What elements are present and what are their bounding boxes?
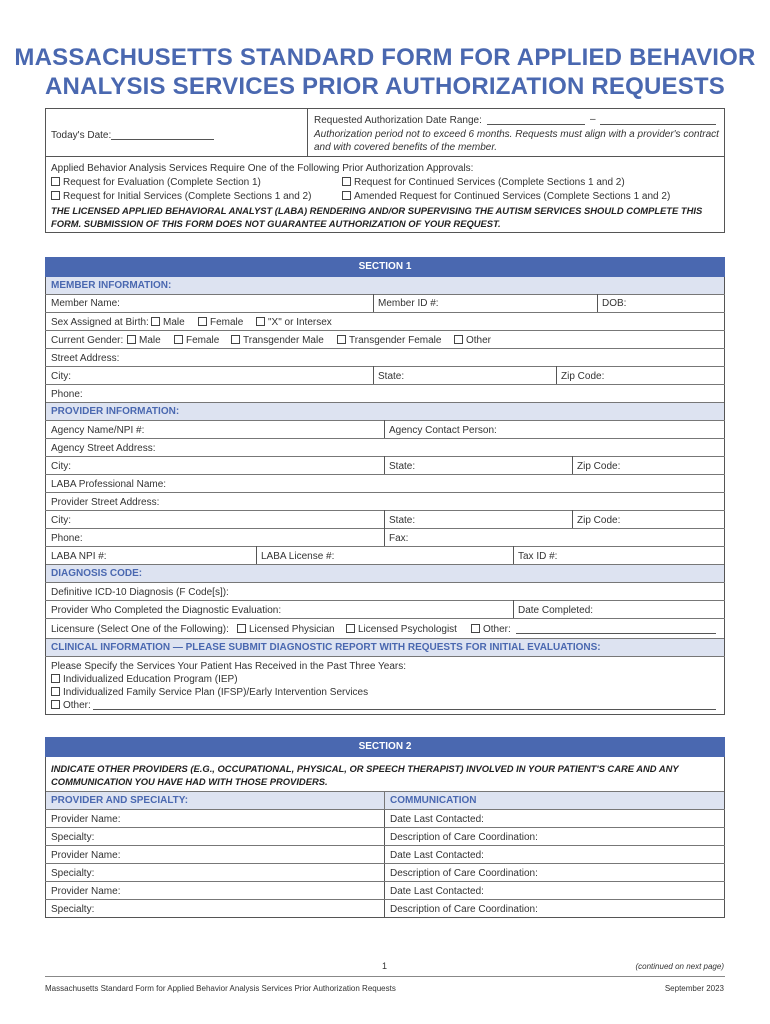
- checkbox-evaluation[interactable]: [51, 177, 60, 186]
- date-range-start-field[interactable]: [487, 124, 585, 125]
- licensure-other-field[interactable]: [516, 633, 716, 634]
- col-communication: COMMUNICATION: [384, 791, 724, 810]
- street-address-label: Street Address:: [51, 353, 120, 364]
- form-title-line1: MASSACHUSETTS STANDARD FORM FOR APPLIED BEHAVIOR: [14, 44, 756, 71]
- provider-fax-label: Fax:: [389, 533, 409, 544]
- checkbox-licensure-other[interactable]: [471, 624, 480, 633]
- member-name-label: Member Name:: [51, 298, 120, 309]
- date-range-note-2: and with covered benefits of the member.: [314, 142, 498, 153]
- checkbox-initial[interactable]: [51, 191, 60, 200]
- col-provider-specialty: PROVIDER AND SPECIALTY:: [46, 791, 384, 810]
- ifsp-option[interactable]: Individualized Family Service Plan (IFSP)/Early Intervention Services: [51, 686, 368, 699]
- checkbox-sex-male[interactable]: [151, 317, 160, 326]
- checkbox-gender-male[interactable]: [127, 335, 136, 344]
- provider-name-label-1: Provider Name:: [51, 814, 121, 825]
- section2-instructions-2: COMMUNICATION YOU HAVE HAD WITH THOSE PROVIDERS.: [51, 776, 328, 787]
- provider-street-label: Provider Street Address:: [51, 497, 160, 508]
- icd-label: Definitive ICD-10 Diagnosis (F Code[s]):: [51, 587, 229, 598]
- checkbox-ifsp[interactable]: [51, 687, 60, 696]
- checkbox-licensed-physician[interactable]: [237, 624, 246, 633]
- date-last-contacted-label-2: Date Last Contacted:: [390, 850, 484, 861]
- member-state-label: State:: [378, 371, 405, 382]
- checkbox-continued[interactable]: [342, 177, 351, 186]
- page-number: 1: [382, 961, 388, 971]
- provider-name-label-3: Provider Name:: [51, 886, 121, 897]
- agency-street-label: Agency Street Address:: [51, 443, 156, 454]
- date-last-contacted-label-3: Date Last Contacted:: [390, 886, 484, 897]
- laba-license-label: LABA License #:: [261, 551, 335, 562]
- approvals-intro: Applied Behavior Analysis Services Require One of the Following Prior Authorization Approvals:: [51, 163, 474, 174]
- diagnostic-provider-label: Provider Who Completed the Diagnostic Evaluation:: [51, 605, 282, 616]
- clinical-prompt: Please Specify the Services Your Patient Has Received in the Past Three Years:: [51, 661, 407, 672]
- diagnosis-heading: DIAGNOSIS CODE:: [46, 564, 724, 583]
- licensed-psychologist-option[interactable]: Licensed Psychologist: [346, 623, 457, 636]
- gender-female-option[interactable]: Female: [174, 334, 219, 347]
- provider-row-1: [45, 809, 725, 827]
- member-id-label: Member ID #:: [378, 298, 439, 309]
- licensure-other-option[interactable]: Other:: [471, 623, 511, 636]
- checkbox-licensed-psychologist[interactable]: [346, 624, 355, 633]
- sex-female-option[interactable]: Female: [198, 316, 243, 329]
- provider-city-label: City:: [51, 515, 71, 526]
- todays-date-field[interactable]: [111, 139, 214, 140]
- section2-title: SECTION 2: [45, 737, 725, 757]
- member-city-label: City:: [51, 371, 71, 382]
- clinical-other-field[interactable]: [93, 709, 716, 710]
- checkbox-clinical-other[interactable]: [51, 700, 60, 709]
- member-phone-label: Phone:: [51, 389, 83, 400]
- member-zip-label: Zip Code:: [561, 371, 605, 382]
- agency-contact-label: Agency Contact Person:: [389, 425, 497, 436]
- provider-zip-label: Zip Code:: [577, 515, 621, 526]
- tax-id-label: Tax ID #:: [518, 551, 558, 562]
- date-range-label: Requested Authorization Date Range:: [314, 115, 482, 126]
- notice-line-1: THE LICENSED APPLIED BEHAVIORAL ANALYST (LABA) RENDERING AND/OR SUPERVISING THE AUTISM SERVICES SHOULD COMPLETE THIS: [51, 205, 703, 216]
- checkbox-sex-x[interactable]: [256, 317, 265, 326]
- checkbox-iep[interactable]: [51, 674, 60, 683]
- date-completed-label: Date Completed:: [518, 605, 594, 616]
- option-initial[interactable]: Request for Initial Services (Complete Sections 1 and 2): [51, 190, 311, 203]
- provider-row-3: [45, 881, 725, 899]
- agency-zip-label: Zip Code:: [577, 461, 621, 472]
- care-coordination-label-3: Description of Care Coordination:: [390, 904, 538, 915]
- footer-form-name: Massachusetts Standard Form for Applied Behavior Analysis Services Prior Authorization Requests: [45, 984, 396, 993]
- date-range-dash: –: [590, 114, 596, 125]
- notice-line-2: FORM. SUBMISSION OF THIS FORM DOES NOT GUARANTEE AUTHORIZATION OF YOUR REQUEST.: [51, 218, 501, 229]
- form-title-line2: ANALYSIS SERVICES PRIOR AUTHORIZATION REQUESTS: [45, 73, 725, 100]
- dob-label: DOB:: [602, 298, 627, 309]
- date-last-contacted-label-1: Date Last Contacted:: [390, 814, 484, 825]
- specialty-label-3: Specialty:: [51, 904, 95, 915]
- laba-name-label: LABA Professional Name:: [51, 479, 167, 490]
- iep-option[interactable]: Individualized Education Program (IEP): [51, 673, 238, 686]
- continued-note: (continued on next page): [635, 962, 724, 971]
- provider-phone-label: Phone:: [51, 533, 83, 544]
- clinical-other-option[interactable]: Other:: [51, 699, 91, 712]
- checkbox-gender-tfemale[interactable]: [337, 335, 346, 344]
- licensure-label: Licensure (Select One of the Following):: [51, 624, 229, 635]
- licensed-physician-option[interactable]: Licensed Physician: [237, 623, 335, 636]
- agency-npi-label: Agency Name/NPI #:: [51, 425, 145, 436]
- checkbox-gender-female[interactable]: [174, 335, 183, 344]
- sex-male-option[interactable]: Male: [151, 316, 185, 329]
- section2-instructions-1: INDICATE OTHER PROVIDERS (E.G., OCCUPATIONAL, PHYSICAL, OR SPEECH THERAPIST) INVOLVED IN YOUR PATIENT'S CARE AND ANY: [51, 763, 679, 774]
- gender-tfemale-option[interactable]: Transgender Female: [337, 334, 441, 347]
- current-gender-label: Current Gender:: [51, 335, 124, 346]
- provider-row-2: [45, 845, 725, 863]
- care-coordination-label-1: Description of Care Coordination:: [390, 832, 538, 843]
- gender-other-option[interactable]: Other: [454, 334, 491, 347]
- date-range-note-1: Authorization period not to exceed 6 months. Requests must align with a provider's contract: [314, 129, 719, 140]
- footer-date: September 2023: [664, 984, 724, 993]
- agency-state-label: State:: [389, 461, 416, 472]
- option-amended[interactable]: Amended Request for Continued Services (Complete Sections 1 and 2): [342, 190, 670, 203]
- footer-divider: [45, 976, 725, 977]
- sex-assigned-label: Sex Assigned at Birth:: [51, 317, 149, 328]
- checkbox-amended[interactable]: [342, 191, 351, 200]
- checkbox-gender-tmale[interactable]: [231, 335, 240, 344]
- gender-tmale-option[interactable]: Transgender Male: [231, 334, 324, 347]
- laba-npi-label: LABA NPI #:: [51, 551, 107, 562]
- member-info-heading: MEMBER INFORMATION:: [46, 277, 724, 295]
- checkbox-gender-other[interactable]: [454, 335, 463, 344]
- gender-male-option[interactable]: Male: [127, 334, 161, 347]
- date-range-end-field[interactable]: [600, 124, 716, 125]
- agency-city-label: City:: [51, 461, 71, 472]
- section1-title: SECTION 1: [45, 257, 725, 277]
- clinical-info-heading: CLINICAL INFORMATION — PLEASE SUBMIT DIAGNOSTIC REPORT WITH REQUESTS FOR INITIAL EVALUATIONS:: [46, 638, 724, 657]
- provider-info-heading: PROVIDER INFORMATION:: [46, 402, 724, 421]
- specialty-label-2: Specialty:: [51, 868, 95, 879]
- care-coordination-label-2: Description of Care Coordination:: [390, 868, 538, 879]
- sex-x-option[interactable]: "X" or Intersex: [256, 316, 332, 329]
- provider-name-label-2: Provider Name:: [51, 850, 121, 861]
- todays-date-label: Today's Date:: [51, 130, 112, 141]
- provider-state-label: State:: [389, 515, 416, 526]
- specialty-label-1: Specialty:: [51, 832, 95, 843]
- option-evaluation[interactable]: Request for Evaluation (Complete Section 1): [51, 176, 261, 189]
- option-continued[interactable]: Request for Continued Services (Complete Sections 1 and 2): [342, 176, 625, 189]
- checkbox-sex-female[interactable]: [198, 317, 207, 326]
